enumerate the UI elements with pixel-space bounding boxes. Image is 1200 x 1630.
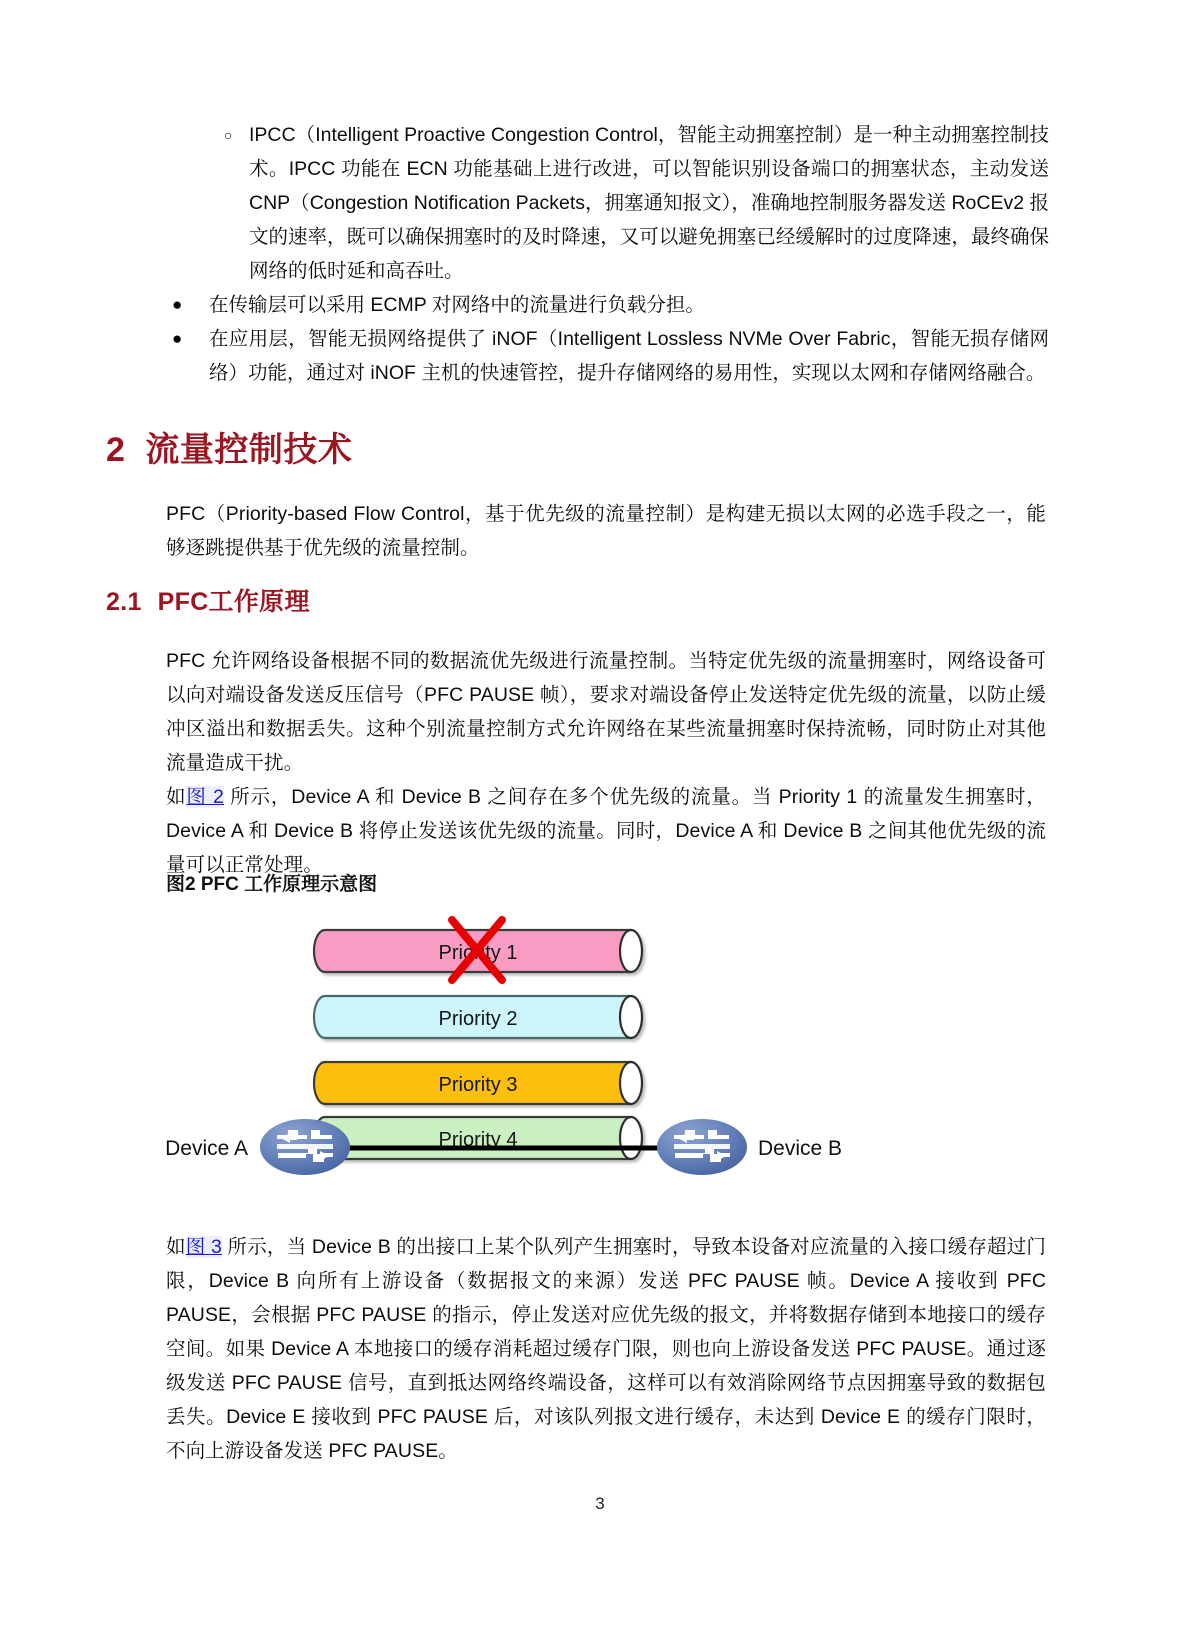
pipe-label-priority-1: Priority 1 <box>438 942 518 964</box>
pfc-principle-paragraph-3 <box>166 1230 1046 1468</box>
section-title: 流量控制技术 <box>145 431 353 469</box>
pipe-label-priority-4: Priority 4 <box>438 1129 518 1151</box>
section2-intro-paragraph: PFC（Priority-based Flow Control，基于优先级的流量控制）是构建无损以太网的必选手段之一，能够逐跳提供基于优先级的流量控制。 <box>166 503 1046 559</box>
subsection-number: 2.1 <box>106 588 142 616</box>
pfc-principle-paragraph-2 <box>166 780 1046 882</box>
filled-bullet-icon: ● <box>172 295 183 314</box>
router-b-icon <box>657 1119 747 1175</box>
xref-rest: 所示，Device A 和 Device B 之间存在多个优先级的流量。当 Priority 1 的流量发生拥塞时，Device A 和 Device B 将停止发送该优先级的流量。同时，Device A 和 Device B 之间其他优先级的流量可以正常处理。 <box>166 786 1046 876</box>
page-number: 3 <box>595 1494 605 1513</box>
figure-2-caption: 图2 PFC 工作原理示意图 <box>166 874 378 895</box>
hollow-bullet-icon: ○ <box>224 127 233 143</box>
xref-prefix: 如 <box>166 786 187 808</box>
router-a-icon <box>260 1119 350 1175</box>
section-heading-2 <box>106 430 352 470</box>
section-number: 2 <box>106 431 126 469</box>
xref-rest: 所示，当 Device B 的出接口上某个队列产生拥塞时，导致本设备对应流量的入接口缓存超过门限，Device B 向所有上游设备（数据报文的来源）发送 PFC PAUSE 帧。Device A 接收到 PFC PAUSE，会根据 PFC PAUSE 的指示，停止发送对应优先级的报文，并将数据存储到本地接口的缓存空间。如果 Device A 本地接口的缓存消耗超过缓存门限，则也向上游设备发送 PFC PAUSE。通过逐级发送 PFC PAUSE 信号，直到抵达网络终端设备，这样可以有效消除网络节点因拥塞导致的数据包丢失。Device E 接收到 PFC PAUSE 后，对该队列报文进行缓存，未达到 Device E 的缓存门限时，不向上游设备发送 PFC PAUSE。 <box>166 1236 1046 1462</box>
list-item-label: 在传输层可以采用 ECMP 对网络中的流量进行负载分担。 <box>209 294 705 316</box>
figure-2-crossref-link[interactable]: 图 2 <box>186 786 224 808</box>
figure-2-pfc-diagram <box>150 908 870 1193</box>
pfc-principle-paragraph-1: PFC 允许网络设备根据不同的数据流优先级进行流量控制。当特定优先级的流量拥塞时，网络设备可以向对端设备发送反压信号（PFC PAUSE 帧），要求对端设备停止发送特定优先级的流量，以防止缓冲区溢出和数据丢失。这种个别流量控制方式允许网络在某些流量拥塞时保持流畅，同时防止对其他流量造成干扰。 <box>166 650 1046 774</box>
filled-bullet-icon: ● <box>172 329 183 348</box>
pipe-label-priority-2: Priority 2 <box>438 1008 518 1030</box>
pipe-label-priority-3: Priority 3 <box>438 1074 518 1096</box>
figure-3-crossref-link[interactable]: 图 3 <box>185 1236 222 1258</box>
subsection-title: PFC工作原理 <box>157 588 310 616</box>
section-heading-2-1 <box>106 586 310 618</box>
list-item-label: IPCC（Intelligent Proactive Congestion Control，智能主动拥塞控制）是一种主动拥塞控制技术。IPCC 功能在 ECN 功能基础上进行改进，可以智能识别设备端口的拥塞状态，主动发送 CNP（Congestion Notification Packets，拥塞通知报文），准确地控制服务器发送 RoCEv2 报文的速率，既可以确保拥塞时的及时降速，又可以避免拥塞已经缓解时的过度降速，最终确保网络的低时延和高吞吐。 <box>249 124 1049 282</box>
device-b-label: Device B <box>758 1137 843 1160</box>
list-item-label: 在应用层，智能无损网络提供了 iNOF（Intelligent Lossless NVMe Over Fabric，智能无损存储网络）功能，通过对 iNOF 主机的快速管控，提升存储网络的易用性，实现以太网和存储网络融合。 <box>209 328 1049 384</box>
device-a-label: Device A <box>165 1137 248 1160</box>
xref-prefix: 如 <box>166 1236 186 1258</box>
